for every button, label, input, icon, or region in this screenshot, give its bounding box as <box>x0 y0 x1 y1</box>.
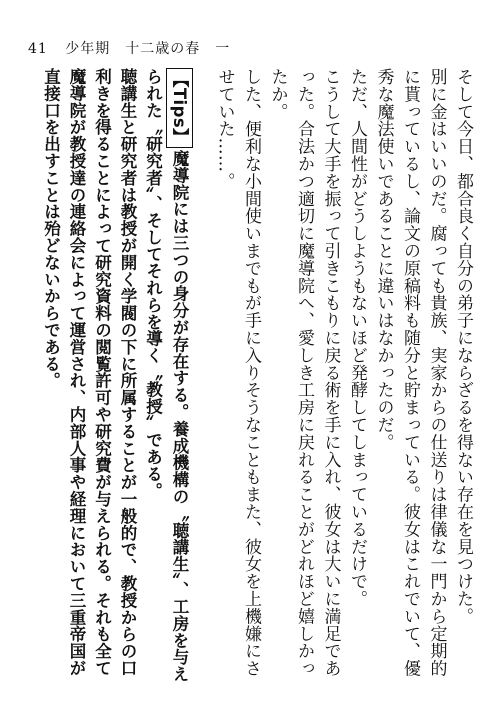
page-header <box>28 38 230 58</box>
tips-tag-label: Tips <box>170 87 189 129</box>
tips-detail: 聴講生と研究者は教授が開く学閥の下に所属することが一般的で、教授からの口利きを得ることによって研究資料の閲覧許可や研究費が与えられる。それも全て魔導院が教授達の連絡会によって運営され、内部人事や経理において三重帝国が直接口を出すことは殆どないからである。 <box>41 68 137 677</box>
paragraph: こうして大手を振って引きこもりに戻る術を手に入れ、彼女は大いに満足であった。合法かつ適切に魔導院へ、愛しき工房に戻れることがどれほど嬉しかったか。 <box>267 68 341 677</box>
paragraph: そして今日、都合良く自分の弟子にならざるを得ない存在を見つけた。 <box>453 68 473 625</box>
paragraph: した、便利な小間使いまでもが手に入りそうなこともまた、彼女を上機嫌にさせていた……。 <box>214 68 261 677</box>
body-text <box>41 68 476 688</box>
paragraph: ただ、人間性がどうしようもないほど発酵してしまっているだけで。 <box>347 68 367 608</box>
tips-note <box>38 68 193 688</box>
page-number: 41 <box>28 41 48 57</box>
tips-heading <box>140 68 193 688</box>
chapter-title: 少年期 十二歳の春 一 <box>65 41 231 57</box>
tips-text: 魔導院には三つの身分が存在する。養成機構の〝聴講生〟、工房を与えられた〝研究者〟、そしてそれらを導く〝教授〟である。 <box>143 68 189 683</box>
paragraph: 別に金はいいのだ。腐っても貴族、実家からの仕送りは律儀な一門から定期的に貰っているし、論文の原稿料も随分と貯まっている。彼女はこれでいて、優秀な魔法使いであることに違いはなかったのだ。 <box>373 68 447 677</box>
tips-tag: 【Tips】 <box>166 68 194 148</box>
